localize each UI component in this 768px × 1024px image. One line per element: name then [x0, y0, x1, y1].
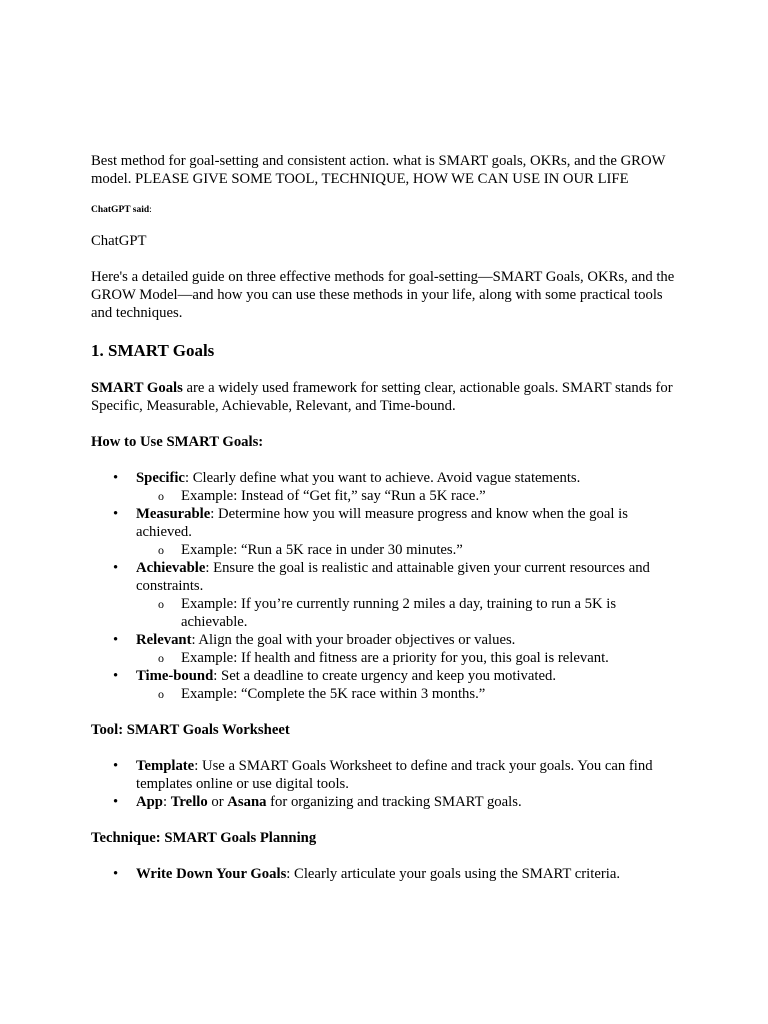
list-item-write-down	[91, 865, 683, 883]
criterion-term: Relevant	[136, 632, 192, 648]
criterion-term: Time-bound	[136, 668, 214, 684]
technique-text: : Clearly articulate your goals using the SMART criteria.	[286, 866, 621, 882]
example-item: o Example: If you’re currently running 2 miles a day, training to run a 5K is achievable.	[136, 595, 683, 631]
smart-definition-text: are a widely used framework for setting clear, actionable goals. SMART stands for Specific, Measurable, Achievable, Relevant, and Time-bound.	[91, 380, 673, 414]
user-question: Best method for goal-setting and consistent action. what is SMART goals, OKRs, and the GROW model. PLEASE GIVE SOME TOOL, TECHNIQUE, HOW WE CAN USE IN OUR LIFE	[91, 153, 666, 187]
smart-definition	[91, 379, 683, 415]
tool-text: for organizing and tracking SMART goals.	[266, 794, 522, 810]
tool-list	[91, 757, 683, 811]
tool-text: : Use a SMART Goals Worksheet to define and track your goals. You can find templates online or use digital tools.	[136, 758, 653, 792]
intro-paragraph: Here's a detailed guide on three effective methods for goal-setting—SMART Goals, OKRs, and the GROW Model—and how you can use these methods in your life, along with some practical tools and techniques.	[91, 269, 675, 321]
list-item-app	[91, 793, 683, 811]
section-heading-smart: 1. SMART Goals	[91, 341, 215, 360]
list-item-template	[91, 757, 683, 793]
technique-heading: Technique: SMART Goals Planning	[91, 830, 317, 846]
app-separator: :	[162, 794, 171, 810]
example-item: o Example: “Run a 5K race in under 30 minutes.”	[136, 541, 683, 559]
list-item-achievable	[91, 559, 683, 631]
app-or: or	[207, 794, 228, 810]
criterion-text: : Determine how you will measure progress and know when the goal is achieved.	[136, 506, 628, 540]
criterion-text: : Align the goal with your broader objectives or values.	[191, 632, 516, 648]
list-item-specific	[91, 469, 683, 505]
tool-heading: Tool: SMART Goals Worksheet	[91, 722, 290, 738]
app-name-asana: Asana	[227, 794, 267, 810]
technique-list	[91, 865, 683, 883]
technique-term: Write Down Your Goals	[136, 866, 287, 882]
assistant-name: ChatGPT	[91, 233, 147, 249]
document-page	[91, 152, 683, 901]
list-item-time-bound	[91, 667, 683, 703]
criterion-text: : Set a deadline to create urgency and keep you motivated.	[213, 668, 556, 684]
speaker-colon: :	[149, 205, 152, 215]
example-item: o Example: If health and fitness are a priority for you, this goal is relevant.	[136, 649, 683, 667]
example-list	[136, 649, 683, 667]
example-list	[136, 595, 683, 631]
example-item: o Example: “Complete the 5K race within 3 months.”	[136, 685, 683, 703]
smart-definition-term: SMART Goals	[91, 380, 183, 396]
tool-term: Template	[136, 758, 195, 774]
example-list	[136, 685, 683, 703]
criterion-text: : Ensure the goal is realistic and attainable given your current resources and constraints.	[136, 560, 650, 594]
list-item-relevant	[91, 631, 683, 667]
example-list	[136, 541, 683, 559]
example-list	[136, 487, 683, 505]
speaker-label	[91, 204, 683, 216]
criterion-term: Specific	[136, 470, 185, 486]
how-to-heading: How to Use SMART Goals:	[91, 434, 264, 450]
smart-criteria-list	[91, 469, 683, 703]
list-item-measurable	[91, 505, 683, 559]
criterion-text: : Clearly define what you want to achieve. Avoid vague statements.	[184, 470, 581, 486]
speaker-name: ChatGPT said	[91, 205, 150, 215]
criterion-term: Measurable	[136, 506, 211, 522]
tool-term: App	[136, 794, 163, 810]
criterion-term: Achievable	[136, 560, 206, 576]
example-item: o Example: Instead of “Get fit,” say “Run a 5K race.”	[136, 487, 683, 505]
app-name-trello: Trello	[170, 794, 208, 810]
